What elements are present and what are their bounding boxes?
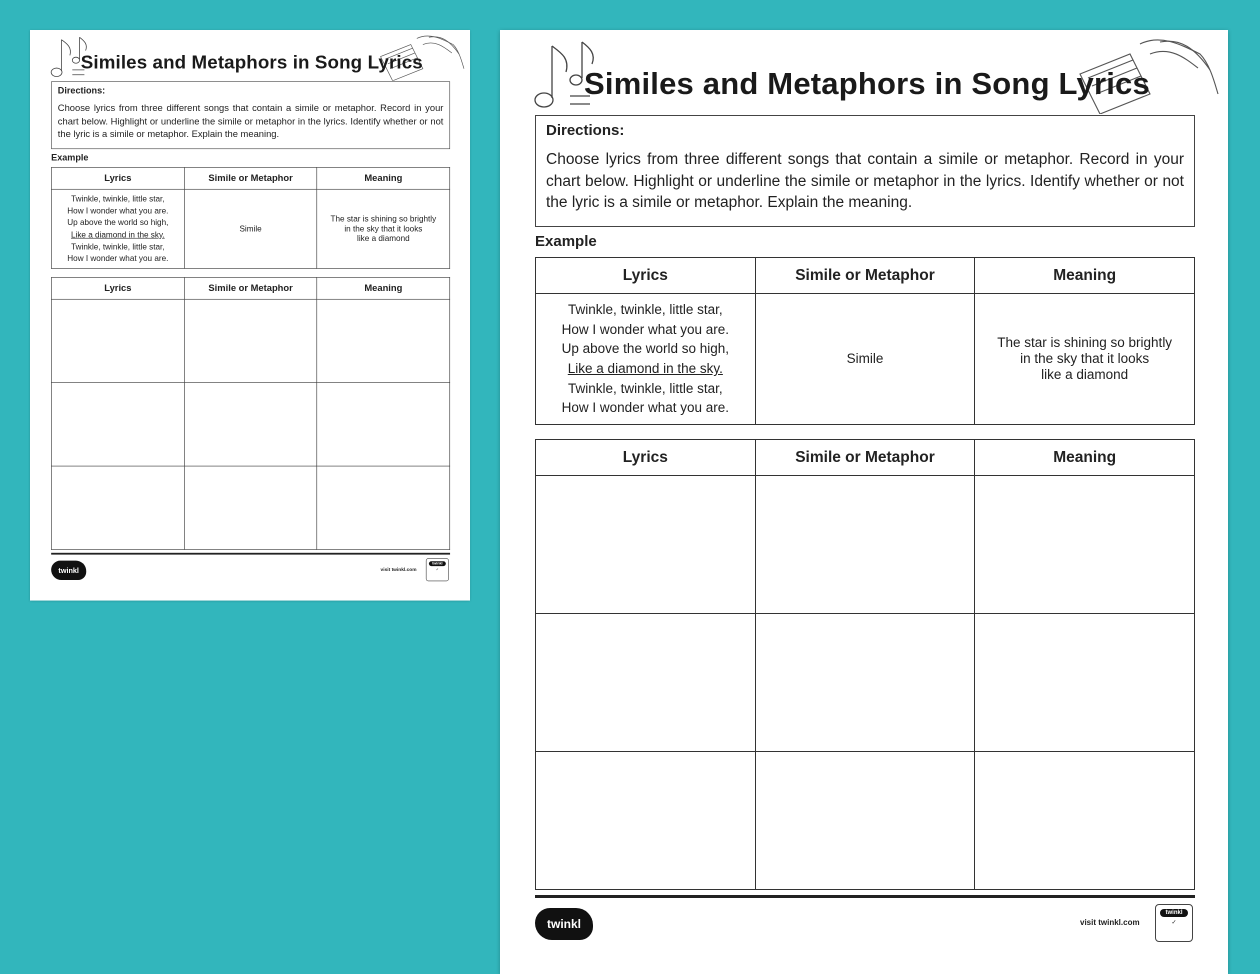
table-row xyxy=(536,614,1195,752)
lyric-line-underlined: Like a diamond in the sky. xyxy=(567,361,723,376)
answer-cell[interactable] xyxy=(51,383,184,466)
lyric-line-underlined: Like a diamond in the sky. xyxy=(70,230,165,240)
column-header-lyrics: Lyrics xyxy=(51,168,184,190)
twinkl-logo: twinkl xyxy=(535,908,593,940)
answer-cell[interactable] xyxy=(536,476,756,614)
answer-cell[interactable] xyxy=(51,299,184,382)
column-header-meaning: Meaning xyxy=(975,258,1195,294)
directions-text: Choose lyrics from three different songs that contain a simile or metaphor. Record in your chart below. Highlight or underline the simile or metaphor in the lyrics. Identify whether or not the lyric is a simile or metaphor. Explain the meaning. xyxy=(546,151,1184,211)
answer-cell[interactable] xyxy=(184,466,317,549)
worksheet-title: Similes and Metaphors in Song Lyrics xyxy=(80,51,423,73)
meaning-line: like a diamond xyxy=(1041,367,1129,382)
column-header-lyrics: Lyrics xyxy=(536,258,756,294)
worksheet-preview-thumbnail[interactable] xyxy=(30,30,470,601)
column-header-lyrics: Lyrics xyxy=(51,278,184,300)
lyric-line: Twinkle, twinkle, little star, xyxy=(71,241,165,252)
meaning-line: in the sky that it looks xyxy=(1020,351,1150,366)
directions-box xyxy=(51,81,450,149)
worksheet-title: Similes and Metaphors in Song Lyrics xyxy=(584,66,1150,101)
table-row xyxy=(51,189,449,268)
table-row xyxy=(51,383,449,466)
visit-link[interactable]: visit twinkl.com xyxy=(1080,918,1140,927)
column-header-type: Simile or Metaphor xyxy=(755,440,975,476)
example-table xyxy=(51,167,450,269)
directions-label: Directions: xyxy=(546,122,625,139)
table-header-row xyxy=(536,440,1195,476)
table-header-row xyxy=(536,258,1195,294)
lyric-line: Up above the world so high, xyxy=(561,341,729,357)
column-header-meaning: Meaning xyxy=(975,440,1195,476)
lyric-line: Twinkle, twinkle, little star, xyxy=(71,194,165,204)
lyric-line: How I wonder what you are. xyxy=(561,321,729,337)
answer-cell[interactable] xyxy=(317,299,450,382)
answer-cell[interactable] xyxy=(755,476,975,614)
lyric-line: How I wonder what you are. xyxy=(67,253,169,263)
answer-cell[interactable] xyxy=(755,752,975,890)
visit-link[interactable]: visit twinkl.com xyxy=(380,566,417,573)
column-header-type: Simile or Metaphor xyxy=(184,278,317,300)
answer-cell[interactable] xyxy=(184,299,317,382)
lyric-line: Twinkle, twinkle, little star, xyxy=(568,301,723,317)
quality-badge: twinkl ✓ xyxy=(1155,904,1193,942)
answer-table xyxy=(535,439,1195,890)
example-type: Simile xyxy=(755,294,975,425)
answer-cell[interactable] xyxy=(755,614,975,752)
table-header-row xyxy=(51,278,449,300)
answer-table xyxy=(51,277,450,550)
directions-box xyxy=(535,115,1195,227)
example-meaning xyxy=(317,189,450,268)
answer-cell[interactable] xyxy=(975,476,1195,614)
table-row xyxy=(536,752,1195,890)
lyric-line: How I wonder what you are. xyxy=(561,400,729,416)
meaning-line: like a diamond xyxy=(357,233,410,243)
answer-cell[interactable] xyxy=(51,466,184,549)
table-row xyxy=(51,299,449,382)
answer-cell[interactable] xyxy=(536,614,756,752)
example-label: Example xyxy=(51,152,89,163)
lyric-line: Up above the world so high, xyxy=(67,218,169,228)
directions-label: Directions: xyxy=(57,85,106,96)
quality-badge: twinkl ✓ xyxy=(426,558,449,581)
twinkl-logo: twinkl xyxy=(51,561,86,580)
example-meaning xyxy=(975,294,1195,425)
column-header-meaning: Meaning xyxy=(317,168,450,190)
column-header-type: Simile or Metaphor xyxy=(755,258,975,294)
lyric-line: How I wonder what you are. xyxy=(67,206,169,216)
worksheet-preview-zoomed xyxy=(500,30,1228,974)
meaning-line: The star is shining so brightly xyxy=(997,335,1173,350)
footer-divider xyxy=(51,553,450,555)
badge-label: twinkl xyxy=(429,561,446,566)
example-type: Simile xyxy=(184,189,317,268)
meaning-line: in the sky that it looks xyxy=(344,224,423,234)
column-header-lyrics: Lyrics xyxy=(536,440,756,476)
badge-label: twinkl xyxy=(1160,909,1188,917)
answer-cell[interactable] xyxy=(536,752,756,890)
table-row xyxy=(536,294,1195,425)
answer-cell[interactable] xyxy=(975,614,1195,752)
meaning-line: The star is shining so brightly xyxy=(330,214,437,224)
directions-text: Choose lyrics from three different songs that contain a simile or metaphor. Record in your chart below. Highlight or underline the simile or metaphor in the lyrics. Identify whether or not the lyric is a simile or metaphor. Explain the meaning. xyxy=(57,103,444,140)
example-table xyxy=(535,257,1195,425)
table-row xyxy=(51,466,449,549)
example-lyrics xyxy=(51,189,184,268)
answer-cell[interactable] xyxy=(317,466,450,549)
example-label: Example xyxy=(535,233,597,250)
lyric-line: Twinkle, twinkle, little star, xyxy=(568,380,723,396)
answer-cell[interactable] xyxy=(975,752,1195,890)
answer-cell[interactable] xyxy=(184,383,317,466)
footer-divider xyxy=(535,895,1195,898)
column-header-meaning: Meaning xyxy=(317,278,450,300)
table-row xyxy=(536,476,1195,614)
column-header-type: Simile or Metaphor xyxy=(184,168,317,190)
answer-cell[interactable] xyxy=(317,383,450,466)
example-lyrics xyxy=(536,294,756,425)
table-header-row xyxy=(51,168,449,190)
